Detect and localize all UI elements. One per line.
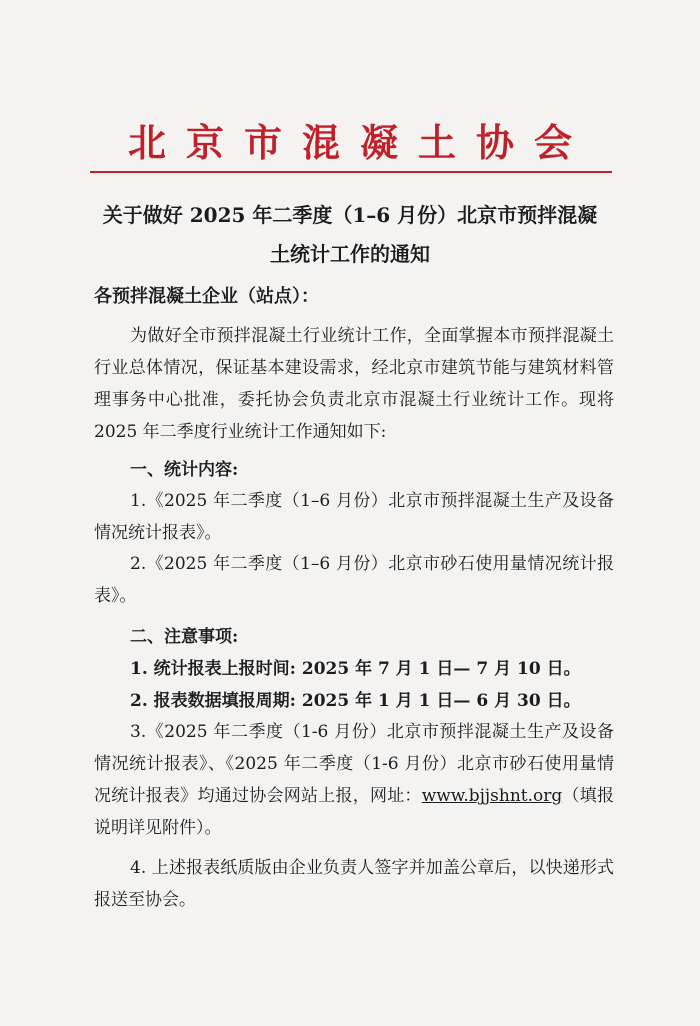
website-link[interactable]: www.bjjshnt.org [421,786,563,806]
section2-heading: 二、注意事项: [130,627,239,647]
header-red-rule [90,171,612,173]
section2-item-1: 1. 统计报表上报时间: 2025 年 7 月 1 日— 7 月 10 日。 [130,659,581,679]
section2-item-3-suffix: （填报说明详见附件）。 [94,786,615,838]
notice-title-line-1: 关于做好 2025 年二季度（1–6 月份）北京市预拌混凝 [102,203,598,227]
salutation: 各预拌混凝土企业（站点）： [94,286,319,307]
section1-heading: 一、统计内容: [130,460,239,480]
intro-paragraph: 为做好全市预拌混凝土行业统计工作，全面掌握本市预拌混凝土行业总体情况，保证基本建设需求，经北京市建筑节能与建筑材料管理事务中心批准，委托协会负责北京市混凝土行业统计工作。现将 2025 年二季度行业统计工作通知如下: [94,326,614,442]
section2-item-4: 4. 上述报表纸质版由企业负责人签字并加盖公章后，以快递形式报送至协会。 [94,858,614,910]
section1-item-2: 2.《2025 年二季度（1–6 月份）北京市砂石使用量情况统计报表》。 [94,554,614,606]
notice-title-line-2: 土统计工作的通知 [270,242,430,266]
section2-item-3 [94,716,614,844]
notice-title [80,196,620,274]
section1-item-1: 1.《2025 年二季度（1–6 月份）北京市预拌混凝土生产及设备情况统计报表》。 [94,491,614,543]
section2-item-2: 2. 报表数据填报周期: 2025 年 1 月 1 日— 6 月 30 日。 [130,691,581,711]
organization-name: 北京市混凝土协会 [127,120,592,165]
section2-item-3-text: 3.《2025 年二季度（1-6 月份）北京市预拌混凝土生产及设备情况统计报表》、《2025 年二季度（1-6 月份）北京市砂石使用量情况统计报表》均通过协会网站上报，网址： [94,722,614,806]
